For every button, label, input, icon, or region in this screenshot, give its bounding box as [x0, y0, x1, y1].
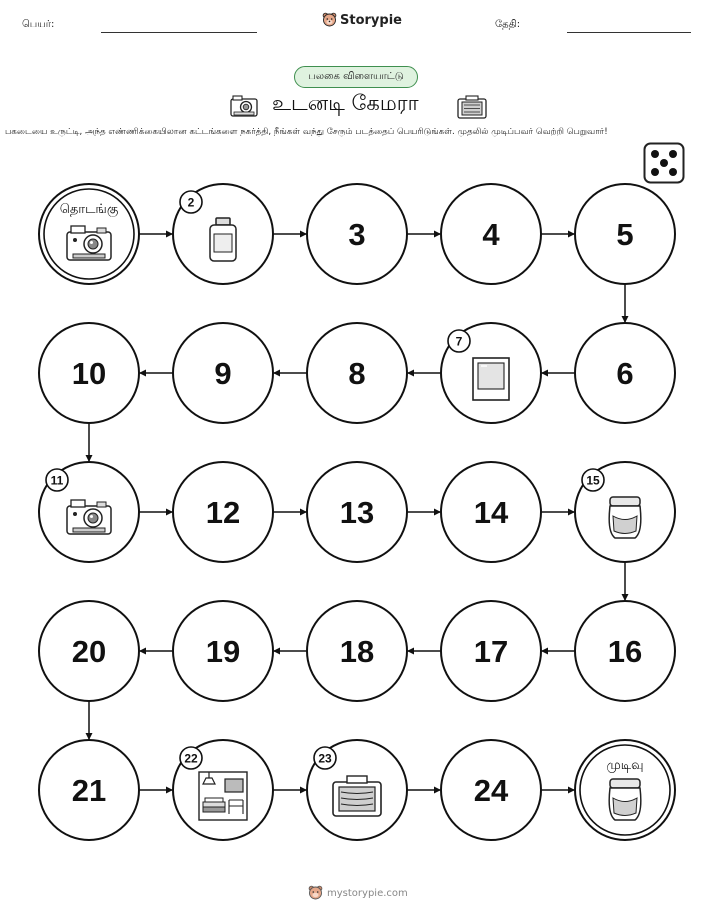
space-number: 19 [205, 634, 241, 669]
instructions: பகடையை உருட்டி, அந்த எண்ணிக்கையிலான கட்டங்களை நகர்த்தி, நீங்கள் வந்து சேரும் படத்தைப் பெயரிடுங்கள். முதலில் முடிப்பவர் வெற்றி பெறுவார்! [5, 127, 608, 137]
space-badge-number: 11 [50, 473, 64, 488]
space-number: 17 [473, 634, 509, 669]
board-space-2[interactable] [173, 184, 273, 284]
space-number: 21 [71, 773, 107, 808]
board-space-15[interactable] [575, 462, 675, 562]
board-space-16[interactable] [575, 601, 675, 701]
jar-icon [609, 779, 641, 820]
board-space-19[interactable] [173, 601, 273, 701]
page-title: உடனடி கேமரா [272, 91, 419, 115]
board-space-3[interactable] [307, 184, 407, 284]
footer [308, 885, 408, 901]
space-badge-number: 7 [455, 334, 463, 349]
name-label: பெயர்: [22, 19, 55, 30]
bottle-icon [210, 218, 236, 261]
room-icon [199, 772, 247, 820]
board-space-6[interactable] [575, 323, 675, 423]
space-badge-number: 22 [184, 751, 198, 766]
space-number: 20 [71, 634, 107, 669]
jar-icon [609, 497, 641, 538]
board-space-8[interactable] [307, 323, 407, 423]
board-space-13[interactable] [307, 462, 407, 562]
space-number: 5 [616, 217, 634, 252]
board-space-21[interactable] [39, 740, 139, 840]
board-space-4[interactable] [441, 184, 541, 284]
space-number: 8 [348, 356, 366, 391]
board-space-9[interactable] [173, 323, 273, 423]
board-space-24[interactable] [441, 740, 541, 840]
board-space-18[interactable] [307, 601, 407, 701]
space-number: 4 [482, 217, 500, 252]
photo-frame-icon [473, 358, 509, 400]
space-number: 14 [473, 495, 509, 530]
board-space-14[interactable] [441, 462, 541, 562]
category-badge: பலகை விளையாட்டு [294, 66, 418, 88]
space-badge-number: 15 [586, 473, 600, 488]
bear-icon [308, 885, 323, 901]
space-badge-number: 23 [318, 751, 332, 766]
board-space-17[interactable] [441, 601, 541, 701]
space-number: 10 [71, 356, 107, 391]
space-badge-number: 2 [187, 195, 195, 210]
start-label: தொடங்கு [59, 202, 119, 217]
film-camera-icon [333, 776, 381, 816]
brand-name: Storypie [340, 12, 402, 28]
board-space-22[interactable] [173, 740, 273, 840]
board-space-1[interactable] [39, 184, 139, 284]
space-number: 18 [339, 634, 375, 669]
space-number: 6 [616, 356, 634, 391]
space-number: 9 [214, 356, 232, 391]
space-number: 16 [607, 634, 643, 669]
board-space-7[interactable] [441, 323, 541, 423]
board-space-10[interactable] [39, 323, 139, 423]
space-number: 13 [339, 495, 375, 530]
footer-url: mystorypie.com [327, 887, 408, 899]
space-number: 3 [348, 217, 366, 252]
end-label: முடிவு [606, 758, 644, 773]
space-number: 12 [205, 495, 241, 530]
board-space-25[interactable] [575, 740, 675, 840]
date-label: தேதி: [495, 19, 521, 30]
board-space-11[interactable] [39, 462, 139, 562]
board-space-5[interactable] [575, 184, 675, 284]
board-space-23[interactable] [307, 740, 407, 840]
board-space-20[interactable] [39, 601, 139, 701]
board-space-12[interactable] [173, 462, 273, 562]
space-number: 24 [473, 773, 509, 808]
